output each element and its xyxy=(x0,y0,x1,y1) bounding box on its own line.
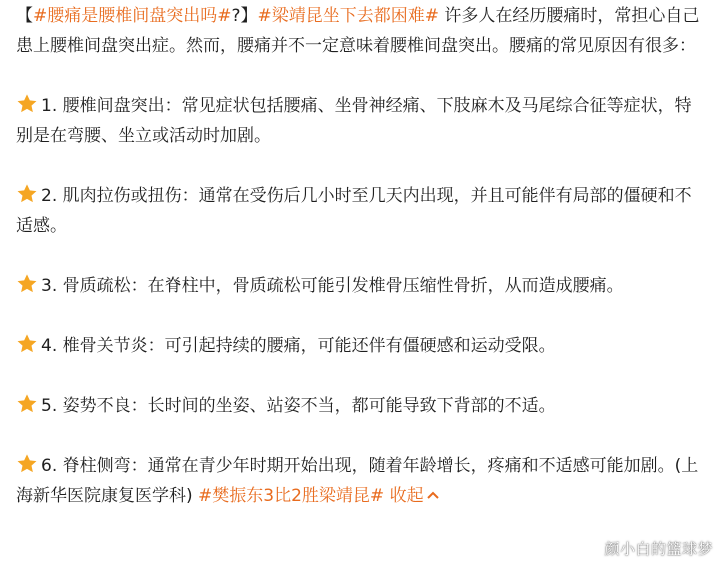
topic-tag-liang-jingkun[interactable]: #梁靖昆坐下去都困难# xyxy=(257,6,440,26)
collapse-button[interactable] xyxy=(384,486,439,506)
item-text: 姿势不良：长时间的坐姿、站姿不当，都可能导致下背部的不适。 xyxy=(57,396,556,416)
item-number: 4. xyxy=(41,336,58,356)
item-number: 5. xyxy=(41,396,58,416)
list-item xyxy=(16,331,705,361)
chevron-up-icon xyxy=(424,486,440,506)
list-item xyxy=(16,91,705,151)
star-icon xyxy=(16,183,38,205)
topic-tag-back-pain[interactable]: #腰痛是腰椎间盘突出吗# xyxy=(33,6,232,26)
star-icon xyxy=(16,273,38,295)
item-number: 6. xyxy=(41,456,58,476)
collapse-label: 收起 xyxy=(384,486,424,506)
item-text: 椎骨关节炎：可引起持续的腰痛，可能还伴有僵硬感和运动受限。 xyxy=(57,336,556,356)
item-number: 1. xyxy=(41,96,58,116)
item-text: 腰椎间盘突出：常见症状包括腰痛、坐骨神经痛、下肢麻木及马尾综合征等症状，特别是在弯腰、坐立或活动时加剧。 xyxy=(16,96,692,146)
star-icon xyxy=(16,93,38,115)
star-icon xyxy=(16,333,38,355)
author-watermark: 颜小白的篮球梦 xyxy=(604,540,713,558)
intro-paragraph xyxy=(16,0,705,61)
list-item xyxy=(16,391,705,421)
star-icon xyxy=(16,453,38,475)
list-item xyxy=(16,271,705,301)
bracket-close: ?】 xyxy=(231,6,258,26)
item-text: 肌肉拉伤或扭伤：通常在受伤后几小时至几天内出现，并且可能伴有局部的僵硬和不适感。 xyxy=(16,186,692,236)
item-number: 2. xyxy=(41,186,58,206)
item-number: 3. xyxy=(41,276,58,296)
star-icon xyxy=(16,393,38,415)
intro-text: 许多人在经历腰痛时，常担心自己患上腰椎间盘突出症。然而，腰痛并不一定意味着腰椎间盘突出。腰痛的常见原因有很多： xyxy=(16,6,700,56)
item-text: 骨质疏松：在脊柱中，骨质疏松可能引发椎骨压缩性骨折，从而造成腰痛。 xyxy=(57,276,624,296)
item-text: 脊柱侧弯：通常在青少年时期开始出现，随着年龄增长，疼痛和不适感可能加剧。(上海新华医院康复医学科) xyxy=(16,456,699,506)
list-item xyxy=(16,451,705,511)
list-item xyxy=(16,181,705,241)
bracket-open: 【 xyxy=(16,6,33,26)
topic-tag-fan-zhendong[interactable]: #樊振东3比2胜梁靖昆# xyxy=(198,486,385,506)
